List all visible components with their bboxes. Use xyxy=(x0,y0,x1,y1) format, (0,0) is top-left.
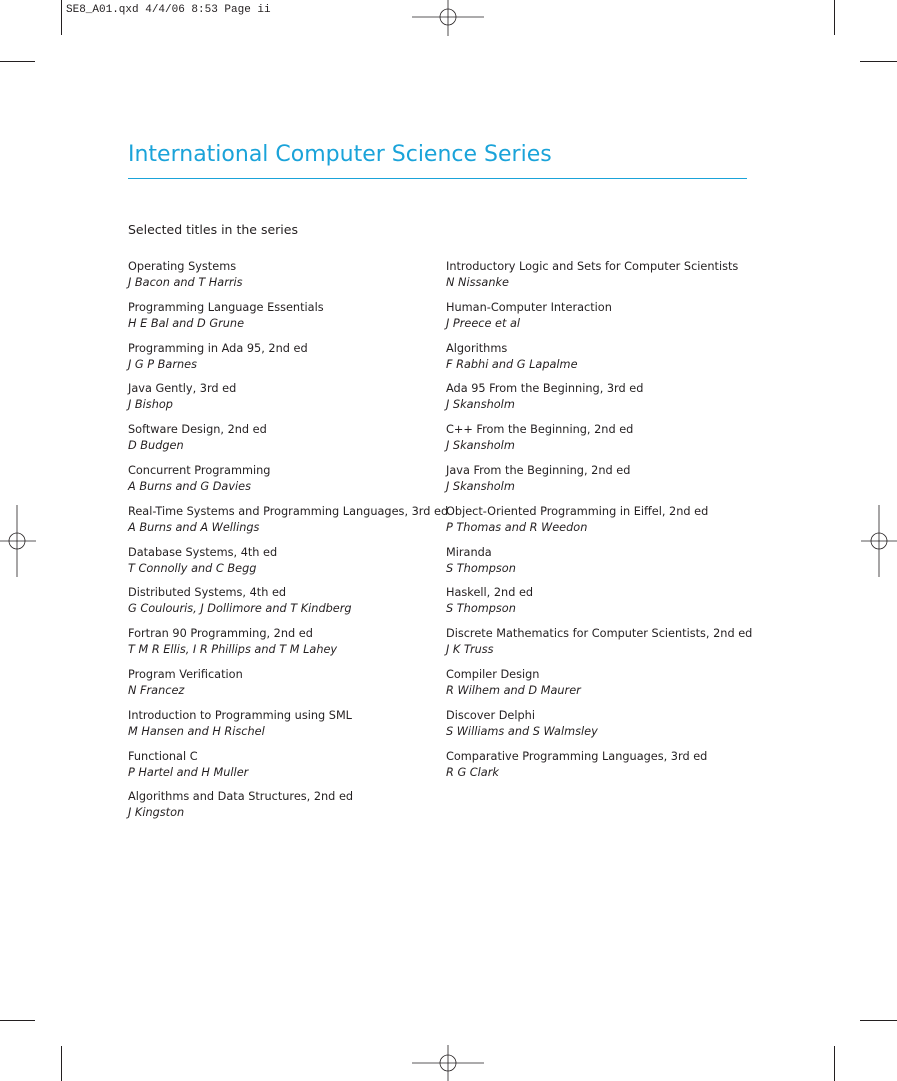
book-author: S Thompson xyxy=(446,561,516,575)
book-title: Comparative Programming Languages, 3rd ed xyxy=(446,749,708,763)
book-author: F Rabhi and G Lapalme xyxy=(446,357,578,371)
book-entry xyxy=(128,749,448,790)
book-title: Ada 95 From the Beginning, 3rd ed xyxy=(446,382,644,396)
book-author: T M R Ellis, I R Phillips and T M Lahey xyxy=(128,643,338,657)
page-subtitle: Selected titles in the series xyxy=(128,222,298,237)
book-title: Algorithms and Data Structures, 2nd ed xyxy=(128,790,354,804)
book-author: J G P Barnes xyxy=(128,357,197,371)
book-title: Real-Time Systems and Programming Languages, 3rd ed xyxy=(128,504,449,518)
book-author: N Francez xyxy=(128,683,185,697)
book-author: J Kingston xyxy=(128,806,185,820)
book-title: Introductory Logic and Sets for Computer Scientists xyxy=(446,260,739,273)
crop-mark xyxy=(834,1046,835,1081)
book-entry xyxy=(128,667,448,708)
book-title: Java Gently, 3rd ed xyxy=(128,382,237,396)
book-author: J Preece et al xyxy=(446,316,521,330)
book-title: Functional C xyxy=(128,749,198,763)
printer-slug: SE8_A01.qxd 4/4/06 8:53 Page ii xyxy=(66,4,271,16)
book-title: Algorithms xyxy=(446,341,508,355)
registration-mark-icon xyxy=(412,0,484,36)
book-author: T Connolly and C Begg xyxy=(128,561,257,575)
book-entry xyxy=(446,545,752,586)
book-entry xyxy=(446,626,752,667)
book-title: Fortran 90 Programming, 2nd ed xyxy=(128,627,313,641)
book-title: Software Design, 2nd ed xyxy=(128,423,267,437)
book-title: Human-Computer Interaction xyxy=(446,300,612,314)
book-entry xyxy=(446,749,752,790)
book-author: G Coulouris, J Dollimore and T Kindberg xyxy=(128,602,352,616)
book-author: J Bishop xyxy=(128,398,173,412)
book-title: Haskell, 2nd ed xyxy=(446,586,534,600)
book-title: Programming in Ada 95, 2nd ed xyxy=(128,341,308,355)
book-author: J Skansholm xyxy=(446,479,515,493)
book-entry xyxy=(446,341,752,382)
book-author: S Thompson xyxy=(446,602,516,616)
book-entry xyxy=(446,585,752,626)
book-entry xyxy=(128,259,448,300)
registration-mark-icon xyxy=(0,505,36,577)
book-entry xyxy=(128,545,448,586)
book-entry xyxy=(446,667,752,708)
left-title-list xyxy=(128,259,448,830)
book-author: D Budgen xyxy=(128,439,184,453)
crop-mark xyxy=(860,61,897,62)
book-author: J K Truss xyxy=(446,643,494,657)
book-entry xyxy=(128,789,448,830)
book-title: Programming Language Essentials xyxy=(128,300,324,314)
book-author: J Skansholm xyxy=(446,439,515,453)
book-entry xyxy=(128,504,448,545)
book-title: Program Verification xyxy=(128,667,243,681)
registration-mark-icon xyxy=(412,1045,484,1081)
book-author: S Williams and S Walmsley xyxy=(446,724,598,738)
book-entry xyxy=(128,341,448,382)
crop-mark xyxy=(0,61,35,62)
book-title: Discrete Mathematics for Computer Scientists, 2nd ed xyxy=(446,627,753,641)
book-author: M Hansen and H Rischel xyxy=(128,724,265,738)
crop-mark xyxy=(834,0,835,35)
book-title: Miranda xyxy=(446,545,492,559)
right-title-list xyxy=(446,259,752,789)
book-entry xyxy=(128,708,448,749)
book-author: P Thomas and R Weedon xyxy=(446,520,588,534)
book-entry xyxy=(446,504,752,545)
title-rule xyxy=(128,178,747,179)
book-title: Compiler Design xyxy=(446,667,540,681)
book-entry xyxy=(446,422,752,463)
book-entry xyxy=(128,422,448,463)
book-title: Distributed Systems, 4th ed xyxy=(128,586,287,600)
crop-mark xyxy=(0,1020,35,1021)
book-title: Database Systems, 4th ed xyxy=(128,545,278,559)
book-entry xyxy=(128,626,448,667)
crop-mark xyxy=(860,1020,897,1021)
book-author: N Nissanke xyxy=(446,276,509,289)
book-author: R Wilhem and D Maurer xyxy=(446,683,581,697)
book-entry xyxy=(128,381,448,422)
registration-mark-icon xyxy=(861,505,897,577)
book-entry xyxy=(128,300,448,341)
book-author: A Burns and A Wellings xyxy=(128,520,260,534)
book-entry xyxy=(128,463,448,504)
book-entry xyxy=(446,708,752,749)
book-author: J Bacon and T Harris xyxy=(128,276,243,289)
book-title: Object-Oriented Programming in Eiffel, 2nd ed xyxy=(446,504,709,518)
book-author: H E Bal and D Grune xyxy=(128,316,245,330)
book-entry xyxy=(446,381,752,422)
book-title: Java From the Beginning, 2nd ed xyxy=(446,463,631,477)
crop-mark xyxy=(61,1046,62,1081)
book-title: Operating Systems xyxy=(128,260,237,273)
book-entry xyxy=(446,300,752,341)
book-entry xyxy=(446,463,752,504)
book-entry xyxy=(128,585,448,626)
book-author: P Hartel and H Muller xyxy=(128,765,249,779)
book-author: A Burns and G Davies xyxy=(128,479,251,493)
book-title: C++ From the Beginning, 2nd ed xyxy=(446,423,634,437)
book-title: Discover Delphi xyxy=(446,708,535,722)
book-title: Introduction to Programming using SML xyxy=(128,708,352,722)
book-author: R G Clark xyxy=(446,765,499,779)
book-author: J Skansholm xyxy=(446,398,515,412)
page-title: International Computer Science Series xyxy=(128,142,552,167)
book-entry xyxy=(446,259,752,300)
crop-mark xyxy=(61,0,62,35)
book-title: Concurrent Programming xyxy=(128,463,271,477)
